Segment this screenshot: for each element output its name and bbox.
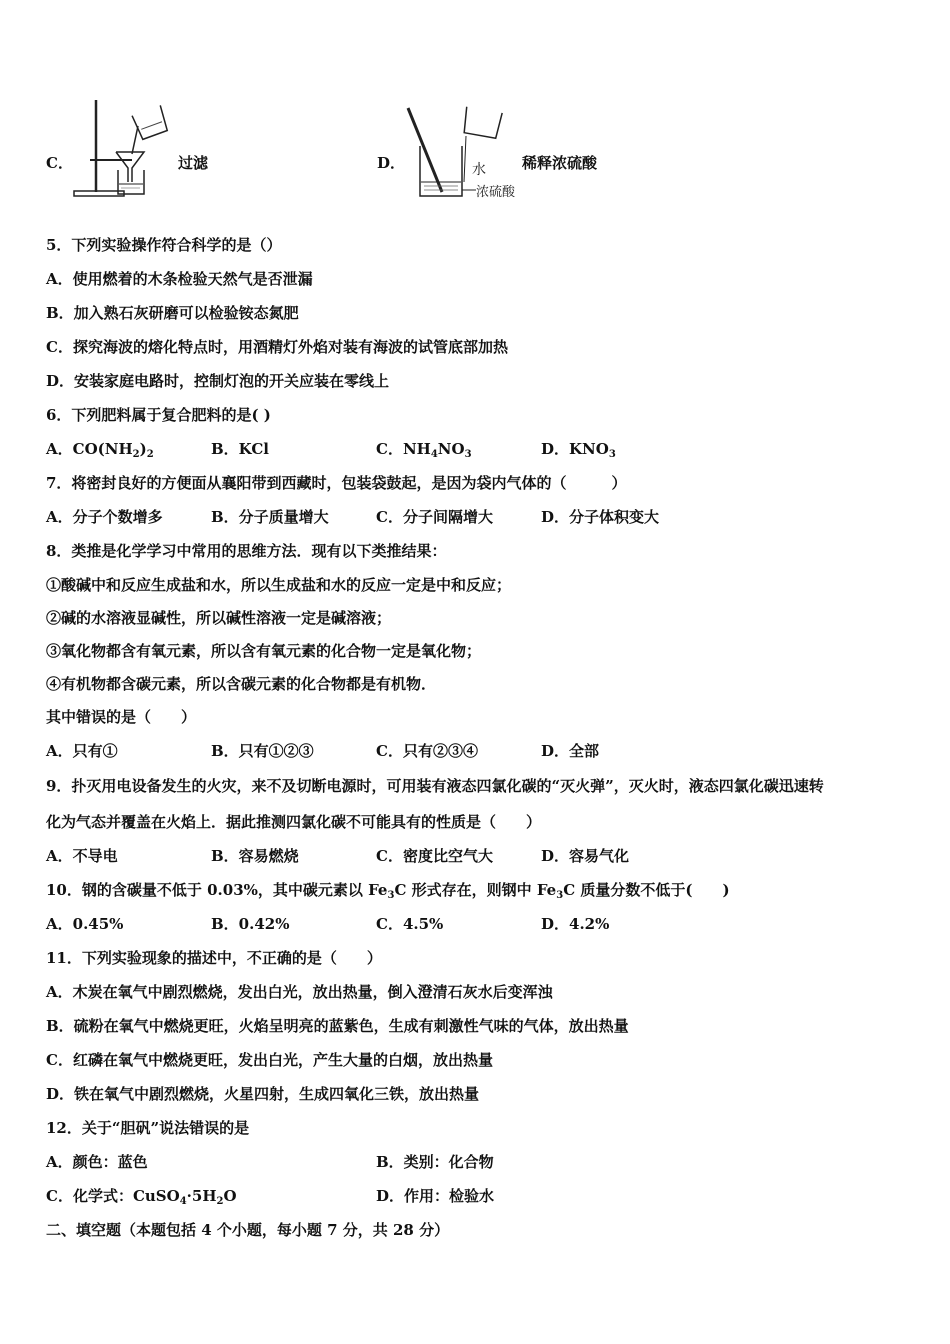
q9-stem-line1: 9．扑灭用电设备发生的火灾，来不及切断电源时，可用装有液态四氯化碳的“灭火弹”，灭火时，液态四氯化碳迅速转 xyxy=(46,777,824,795)
q12-option-a: A．颜色：蓝色 xyxy=(46,1153,148,1171)
q5-option-b: B．加入熟石灰研磨可以检验铵态氮肥 xyxy=(46,304,299,322)
q7-option-c: C．分子间隔增大 xyxy=(376,508,493,526)
q9-option-c: C．密度比空气大 xyxy=(376,847,493,865)
section-2-heading: 二、填空题（本题包括 4 个小题，每小题 7 分，共 28 分） xyxy=(46,1221,450,1239)
q11-stem: 11．下列实验现象的描述中，不正确的是（ ） xyxy=(46,949,382,967)
q8-statement-1: ①酸碱中和反应生成盐和水，所以生成盐和水的反应一定是中和反应； xyxy=(46,576,512,594)
q12-stem: 12．关于“胆矾”说法错误的是 xyxy=(46,1119,250,1137)
q9-option-d: D．容易气化 xyxy=(541,847,630,865)
q9-option-b: B．容易燃烧 xyxy=(211,847,299,865)
q11-option-d: D．铁在氧气中剧烈燃烧，火星四射，生成四氧化三铁，放出热量 xyxy=(46,1085,480,1103)
acid-label: 浓硫酸 xyxy=(476,185,516,200)
q5-option-d: D．安装家庭电路时，控制灯泡的开关应装在零线上 xyxy=(46,372,390,390)
q6-option-d: D．$KNO_3$ xyxy=(541,440,616,460)
q8-statement-3: ③氧化物都含有氧元素，所以含有氧元素的化合物一定是氧化物； xyxy=(46,642,482,660)
q12-option-d: D．作用：检验水 xyxy=(376,1187,495,1205)
option-d-letter: D． xyxy=(377,154,406,172)
q10-option-b: B．0.42% xyxy=(211,915,290,933)
q10-option-a: A．0.45% xyxy=(46,915,124,933)
water-label: 水 xyxy=(472,162,486,178)
q10-option-d: D．4.2% xyxy=(541,915,610,933)
q7-option-b: B．分子质量增大 xyxy=(211,508,329,526)
q11-option-a: A．木炭在氧气中剧烈燃烧，发出白光，放出热量，倒入澄清石灰水后变浑浊 xyxy=(46,983,553,1001)
q9-stem-line2: 化为气态并覆盖在火焰上．据此推测四氯化碳不可能具有的性质是（ ） xyxy=(46,813,542,831)
q12-option-b: B．类别：化合物 xyxy=(376,1153,494,1171)
q9-option-a: A．不导电 xyxy=(46,847,118,865)
q6-option-b: B．KCl xyxy=(211,440,269,458)
q6-option-c: C．$NH_4NO_3$ xyxy=(376,440,472,460)
q7-stem: 7．将密封良好的方便面从襄阳带到西藏时，包装袋鼓起，是因为袋内气体的（ ） xyxy=(46,474,627,492)
q8-ask: 其中错误的是（ ） xyxy=(46,708,197,726)
q10-stem: 10．钢的含碳量不低于 0.03%，其中碳元素以 $Fe_3C$ 形式存在，则钢中 $Fe_3C$ 质量分数不低于( ) xyxy=(46,881,730,901)
q7-option-d: D．分子体积变大 xyxy=(541,508,660,526)
option-c-label: 过滤 xyxy=(178,154,209,172)
q6-option-a: A．$CO(NH_2)_2$ xyxy=(46,440,154,460)
q11-option-b: B．硫粉在氧气中燃烧更旺，火焰呈明亮的蓝紫色，生成有刺激性气味的气体，放出热量 xyxy=(46,1017,629,1035)
option-d-label: 稀释浓硫酸 xyxy=(522,154,598,172)
q8-option-d: D．全部 xyxy=(541,742,600,760)
q8-stem: 8．类推是化学学习中常用的思维方法．现有以下类推结果： xyxy=(46,542,447,560)
option-c-letter: C． xyxy=(46,154,73,172)
q5-option-a: A．使用燃着的木条检验天然气是否泄漏 xyxy=(46,270,313,288)
q7-option-a: A．分子个数增多 xyxy=(46,508,163,526)
dilution-apparatus-icon xyxy=(402,104,522,202)
q8-option-b: B．只有①②③ xyxy=(211,742,314,760)
q8-option-a: A．只有① xyxy=(46,742,118,760)
q5-stem: 5．下列实验操作符合科学的是（） xyxy=(46,236,282,254)
q10-option-c: C．4.5% xyxy=(376,915,444,933)
q6-stem: 6．下列肥料属于复合肥料的是( ) xyxy=(46,406,271,424)
q11-option-c: C．红磷在氧气中燃烧更旺，发出白光，产生大量的白烟，放出热量 xyxy=(46,1051,493,1069)
q5-option-c: C．探究海波的熔化特点时，用酒精灯外焰对装有海波的试管底部加热 xyxy=(46,338,508,356)
q8-statement-4: ④有机物都含碳元素，所以含碳元素的化合物都是有机物． xyxy=(46,675,437,693)
q8-statement-2: ②碱的水溶液显碱性，所以碱性溶液一定是碱溶液； xyxy=(46,609,392,627)
q8-option-c: C．只有②③④ xyxy=(376,742,478,760)
filtration-apparatus-icon xyxy=(68,96,178,200)
q12-option-c: C．化学式：$CuSO_4\cdot 5H_2O$ xyxy=(46,1187,237,1207)
